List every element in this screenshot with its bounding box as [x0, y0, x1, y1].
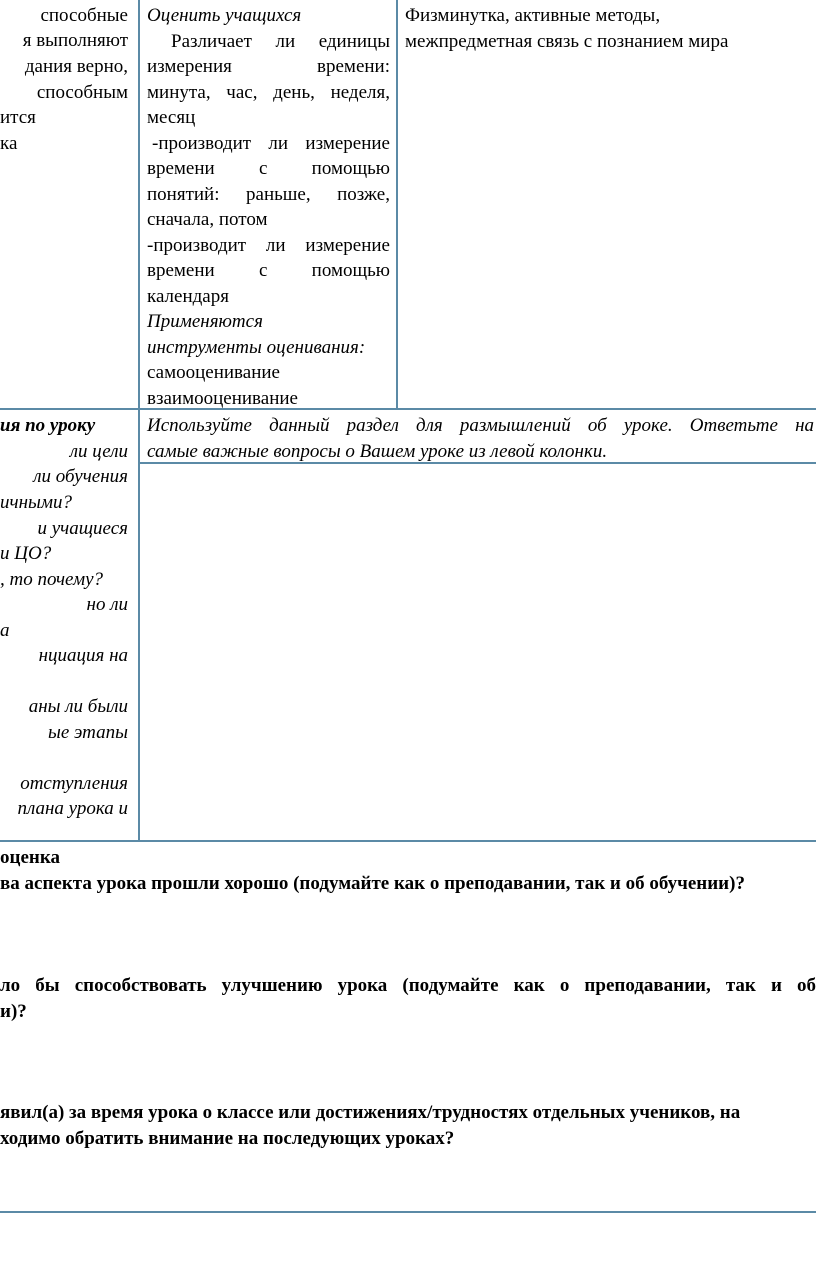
- assess-line: минута, час, день, неделя,: [147, 81, 390, 103]
- question-3-line: ходимо обратить внимание на последующих уроках?: [0, 1128, 455, 1149]
- row1-col1-line: способным: [36, 82, 128, 103]
- row1-col1-line: способные: [40, 5, 128, 26]
- reflection-line: аны ли были: [28, 696, 128, 717]
- reflection-line: ли обучения: [33, 466, 128, 487]
- question-2-line: и)?: [0, 1001, 27, 1022]
- reflection-line: ли цели: [69, 441, 128, 462]
- assess-line: времени с помощью: [147, 158, 390, 179]
- methods-line: Физминутка, активные методы,: [405, 5, 661, 26]
- reflection-line: плана урока и: [17, 798, 128, 819]
- reflection-line: но ли: [86, 594, 128, 615]
- reflection-line: и ЦО?: [0, 543, 52, 564]
- row1-col1-line: я выполняют: [22, 30, 128, 51]
- table-divider-col2: [396, 0, 398, 408]
- assess-line: времени с помощью: [147, 260, 390, 281]
- assess-line: -производит ли измерение: [147, 234, 390, 256]
- section-bottom-border: [0, 1211, 816, 1213]
- assess-line: -производит ли измерение: [152, 132, 390, 154]
- reflection-line: а: [0, 620, 10, 641]
- assess-tools-label: инструменты оценивания:: [147, 336, 366, 358]
- reflection-line: ичными?: [0, 492, 72, 513]
- row1-col3-methods: [405, 3, 813, 54]
- assess-tool: самооценивание: [147, 362, 280, 383]
- row1-col1-line: дания верно,: [24, 56, 128, 77]
- row1-col1-line: ится: [0, 107, 36, 128]
- table-bottom-border: [0, 840, 816, 842]
- row1-col1-line: ка: [0, 133, 18, 154]
- row1-col2-assessment: [147, 3, 390, 411]
- question-3-line: явил(а) за время урока о классе или достижениях/трудностях отдельных учеников, на: [0, 1102, 741, 1123]
- assess-tools-label: Применяются: [147, 311, 263, 332]
- reflection-instruction-line: Используйте данный раздел для размышлений об уроке. Ответьте на: [147, 415, 814, 436]
- assess-heading: Оценить учащихся: [147, 5, 302, 26]
- reflection-line: и учащиеся: [37, 518, 128, 539]
- reflection-line: ые этапы: [48, 722, 128, 743]
- table-row-divider-1: [0, 408, 816, 410]
- reflection-heading: ия по уроку: [0, 415, 96, 436]
- reflection-line: отступления: [20, 773, 128, 794]
- assess-line: Различает ли единицы: [171, 30, 390, 52]
- table-divider-col1: [138, 0, 140, 842]
- assess-line: месяц: [147, 107, 196, 128]
- assessment-title: оценка: [0, 847, 60, 868]
- row2-reflection-instructions: [147, 413, 816, 464]
- assess-line: сначала, потом: [147, 209, 268, 230]
- methods-line: межпредметная связь с познанием мира: [405, 30, 729, 52]
- assess-line: измерения времени:: [147, 56, 390, 77]
- assess-line: календаря: [147, 285, 229, 307]
- assess-line: понятий: раньше, позже,: [147, 183, 390, 205]
- reflection-instruction-line: самые важные вопросы о Вашем уроке из левой колонки.: [147, 440, 608, 462]
- reflection-line: , то почему?: [0, 569, 104, 590]
- question-2-line: ло бы способствовать улучшению урока (подумайте как о преподавании, так и об: [0, 975, 816, 996]
- reflection-line: нциация на: [38, 645, 128, 666]
- assess-tool: взаимооценивание: [147, 387, 298, 409]
- question-1: ва аспекта урока прошли хорошо (подумайте как о преподавании, так и об обучении)?: [0, 873, 745, 894]
